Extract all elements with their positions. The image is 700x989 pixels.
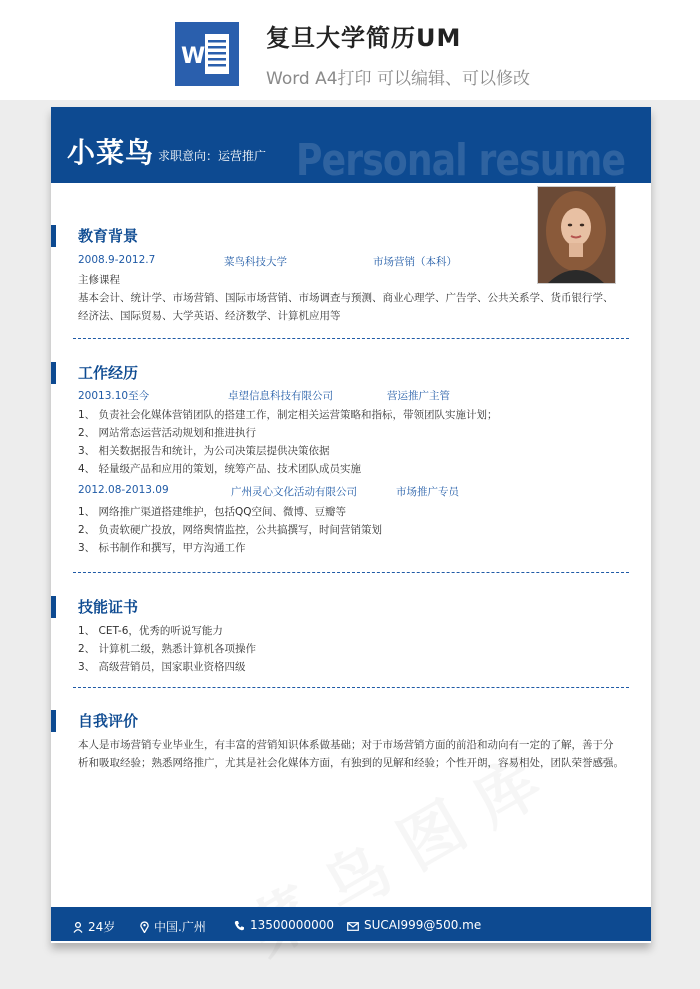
job-company: 广州灵心文化活动有限公司 bbox=[231, 486, 357, 498]
courses-line: 基本会计、统计学、市场营销、国际市场营销、市场调查与预测、商业心理学、广告学、公共关系学、货币银行学、 bbox=[78, 292, 614, 304]
job-period: 2012.08-2013.09 bbox=[78, 484, 169, 496]
job-position: 营运推广主管 bbox=[387, 390, 450, 402]
duty-item: 3、 相关数据报告和统计，为公司决策层提供决策依据 bbox=[78, 445, 330, 457]
duty-item: 1、 负责社会化媒体营销团队的搭建工作，制定相关运营策略和指标，带领团队实施计划； bbox=[78, 409, 498, 421]
phone-text: 13500000000 bbox=[250, 918, 334, 932]
location-text: 中国.广州 bbox=[154, 920, 206, 934]
job-company: 卓望信息科技有限公司 bbox=[228, 390, 333, 402]
courses-label: 主修课程 bbox=[78, 274, 120, 286]
duty-item: 1、 网络推广渠道搭建维护，包括QQ空间、微博、豆瓣等 bbox=[78, 506, 347, 518]
resume-page bbox=[51, 107, 651, 943]
self-eval-line: 析和吸取经验；熟悉网络推广，尤其是社会化媒体方面，有独到的见解和经验；个性开朗，容易相处，团队荣誉感强。 bbox=[78, 757, 624, 769]
self-eval-line: 本人是市场营销专业毕业生，有丰富的营销知识体系做基础；对于市场营销方面的前沿和动向有一定的了解，善于分 bbox=[78, 739, 614, 751]
person-icon bbox=[73, 922, 83, 933]
header-bar bbox=[51, 107, 651, 183]
duty-item: 2、 网站常态运营活动规划和推进执行 bbox=[78, 427, 257, 439]
duty-item: 3、 标书制作和撰写，甲方沟通工作 bbox=[78, 542, 246, 554]
age-text: 24岁 bbox=[88, 920, 116, 934]
banner-subtitle: Word A4打印 可以编辑、可以修改 bbox=[266, 69, 530, 89]
job-objective: 求职意向：运营推广 bbox=[158, 149, 267, 163]
profile-photo bbox=[537, 186, 616, 284]
section-title: 技能证书 bbox=[78, 598, 139, 616]
section-title: 工作经历 bbox=[78, 364, 139, 382]
section-marker bbox=[51, 710, 56, 732]
top-banner bbox=[0, 0, 700, 100]
footer-bar bbox=[51, 907, 651, 941]
skill-item: 3、 高级营销员，国家职业资格四级 bbox=[78, 661, 246, 673]
section-title: 教育背景 bbox=[78, 227, 139, 245]
svg-text:W: W bbox=[181, 44, 206, 69]
edu-major: 市场营销（本科） bbox=[373, 256, 457, 268]
edu-school: 菜鸟科技大学 bbox=[224, 256, 287, 268]
footer-location bbox=[140, 918, 206, 935]
section-marker bbox=[51, 362, 56, 384]
footer-age bbox=[73, 918, 115, 935]
phone-icon bbox=[234, 920, 245, 931]
edu-period: 2008.9-2012.7 bbox=[78, 254, 156, 266]
skill-item: 1、 CET-6，优秀的听说写能力 bbox=[78, 625, 223, 637]
duty-item: 2、 负责软硬广投放，网络舆情监控，公共搞撰写，时间营销策划 bbox=[78, 524, 383, 536]
mail-icon bbox=[347, 922, 359, 931]
footer-phone bbox=[234, 918, 334, 932]
banner-title: 复旦大学简历UM bbox=[266, 24, 462, 52]
divider bbox=[73, 572, 629, 573]
location-pin-icon bbox=[140, 921, 149, 933]
skill-item: 2、 计算机二级，熟悉计算机各项操作 bbox=[78, 643, 257, 655]
section-marker bbox=[51, 596, 56, 618]
divider bbox=[73, 687, 629, 688]
duty-item: 4、 轻量级产品和应用的策划，统筹产品、技术团队成员实施 bbox=[78, 463, 362, 475]
courses-line: 经济法、国际贸易、大学英语、经济数学、计算机应用等 bbox=[78, 310, 341, 322]
candidate-name: 小菜鸟 bbox=[67, 136, 155, 169]
word-icon bbox=[175, 22, 239, 86]
footer-email bbox=[347, 918, 481, 932]
email-text: SUCAI999@500.me bbox=[364, 918, 482, 932]
job-period: 20013.10至今 bbox=[78, 390, 150, 402]
job-position: 市场推广专员 bbox=[396, 486, 459, 498]
divider bbox=[73, 338, 629, 339]
section-marker bbox=[51, 225, 56, 247]
section-title: 自我评价 bbox=[78, 712, 139, 730]
header-watermark: Personal resume bbox=[296, 135, 626, 183]
